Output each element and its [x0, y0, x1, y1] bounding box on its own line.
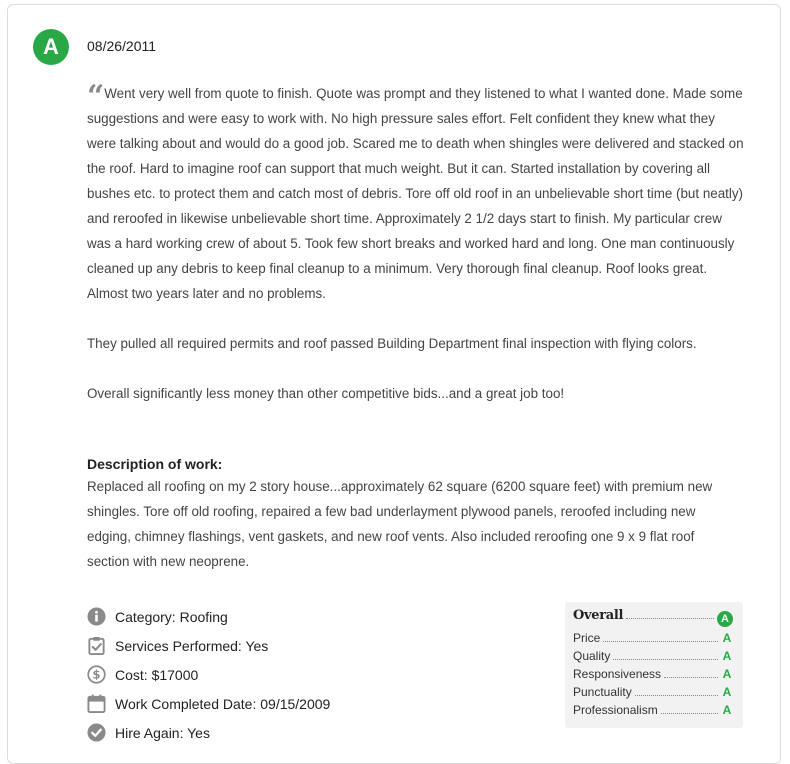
- grade-responsiveness: [573, 667, 733, 685]
- grade-value: A: [722, 649, 732, 663]
- grade-label: Professionalism: [573, 703, 658, 717]
- grade-label: Overall: [573, 608, 624, 623]
- review-paragraph: Overall significantly less money than other competitive bids...and a great job too!: [87, 386, 565, 401]
- dotted-leader: [603, 632, 718, 642]
- review-paragraph: “ Went very well from quote to finish. Quote was prompt and they listened to what I wanted done. Made some suggestions and were easy to work with. No high pressure sales effort. Felt confident they knew what they were talking about and would do a good job. Scared me to death when shingles were delivered and stacked on the roof. Hard to imagine roof can support that much weight. But it can. Started installation by covering all bushes etc. to protect them and catch most of debris. Tore off old roof in an unbelievable short time (but neatly) and reroofed in likewise unbelievable short time. Approximately 2 1/2 days start to finish. My particular crew was a hard working crew of about 5. Took few short breaks and worked hard and long. One man continuously cleaned up any debris to keep final cleanup to a minimum. Very thorough final cleanup. Roof looks great. Almost two years later and no problems.: [87, 79, 744, 301]
- checkmark-circle-icon: [87, 723, 106, 742]
- dollar-icon: [87, 665, 106, 684]
- grade-value: A: [722, 667, 732, 681]
- review-facts: [87, 602, 330, 747]
- fact-work-completed-date: Work Completed Date: 09/15/2009: [87, 689, 330, 718]
- fact-category: Category: Roofing: [87, 602, 330, 631]
- grade-label: Price: [573, 631, 601, 645]
- dotted-leader: [635, 686, 718, 696]
- description-heading: Description of work:: [87, 456, 223, 472]
- calendar-icon: [87, 694, 106, 713]
- fact-cost: $ Cost: $17000: [87, 660, 330, 689]
- dotted-leader: [661, 704, 718, 714]
- dotted-leader: [626, 609, 714, 619]
- grades-panel: [565, 602, 743, 728]
- grade-label: Quality: [573, 649, 611, 663]
- grade-label: Punctuality: [573, 685, 632, 699]
- grade-quality: [573, 649, 733, 667]
- svg-text:$: $: [92, 667, 101, 682]
- grade-punctuality: [573, 685, 733, 703]
- info-icon: [87, 607, 106, 626]
- dotted-leader: [664, 668, 718, 678]
- fact-services-performed: Services Performed: Yes: [87, 631, 330, 660]
- quote-icon: “: [87, 79, 102, 114]
- grade-professionalism: [573, 703, 733, 721]
- description-text: Replaced all roofing on my 2 story house...approximately 62 square (6200 square feet) with premium new shingles. Tore off old roofing, repaired a few bad underlayment plywood panels, reroofed including new edging, chimney flashings, vent gaskets, and new roof vents. Also included reroofing one 9 x 9 flat roof section with new neoprene.: [87, 479, 713, 569]
- review-date: 08/26/2011: [87, 38, 157, 54]
- fact-hire-again: Hire Again: Yes: [87, 718, 330, 747]
- grade-overall: [573, 608, 733, 629]
- grade-label: Responsiveness: [573, 667, 662, 681]
- grade-value: A: [722, 631, 732, 645]
- review-paragraph: They pulled all required permits and roof passed Building Department final inspection with flying colors.: [87, 336, 697, 351]
- review-text: [87, 81, 747, 431]
- review-grade-badge: A: [33, 29, 69, 65]
- grade-value: A: [722, 703, 732, 717]
- clipboard-check-icon: [87, 636, 106, 655]
- overall-grade-badge: A: [717, 611, 733, 627]
- grade-value: A: [722, 685, 732, 699]
- review-card: [7, 4, 781, 764]
- grade-price: [573, 631, 733, 649]
- dotted-leader: [613, 650, 718, 660]
